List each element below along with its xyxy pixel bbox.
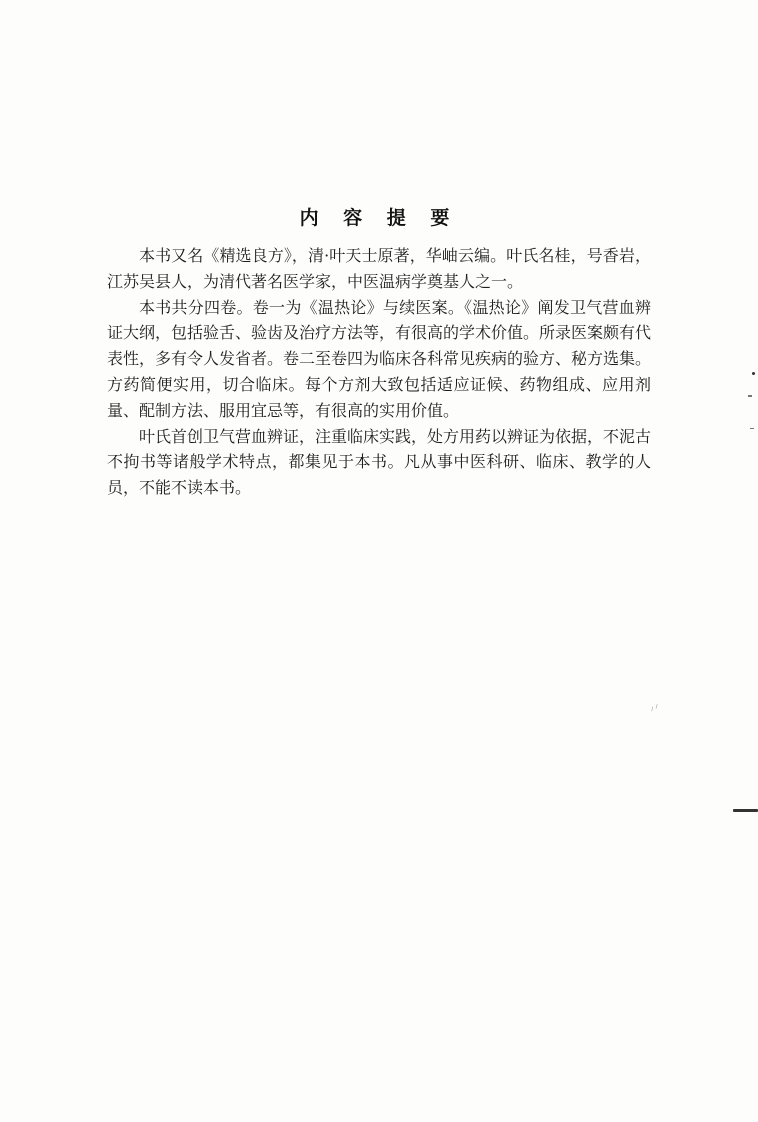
- section-heading: 内 容 提 要: [299, 207, 459, 229]
- paragraph-3: 叶氏首创卫气营血辨证，注重临床实践，处方用药以辨证为依据，不泥古不拘书等诸般学术特点，都集见于本书。凡从事中医科研、临床、教学的人员，不能不读本书。: [107, 426, 652, 498]
- scan-speck: ⸝⸝: [646, 699, 661, 714]
- paragraph-2: 本书共分四卷。卷一为《温热论》与续医案。《温热论》阐发卫气营血辨证大纲，包括验舌、验齿及治疗方法等，有很高的学术价值。所录医案颇有代表性，多有令人发省者。卷二至卷四为临床各科常见疾病的验方、秘方选集。方药简便实用，切合临床。每个方剂大致包括适应证候、药物组成、应用剂量、配制方法、服用宜忌等，有很高的实用价值。: [107, 297, 652, 420]
- scan-speck: [752, 372, 755, 375]
- paragraph-1: 本书又名《精选良方》，清·叶天士原著，华岫云编。叶氏名桂，号香岩，江苏吴县人，为清代著名医学家，中医温病学奠基人之一。: [107, 246, 651, 291]
- summary-body: [107, 243, 651, 501]
- scan-speck: [750, 428, 754, 429]
- scan-dash-mark: [733, 809, 758, 812]
- scan-speck: [748, 395, 752, 397]
